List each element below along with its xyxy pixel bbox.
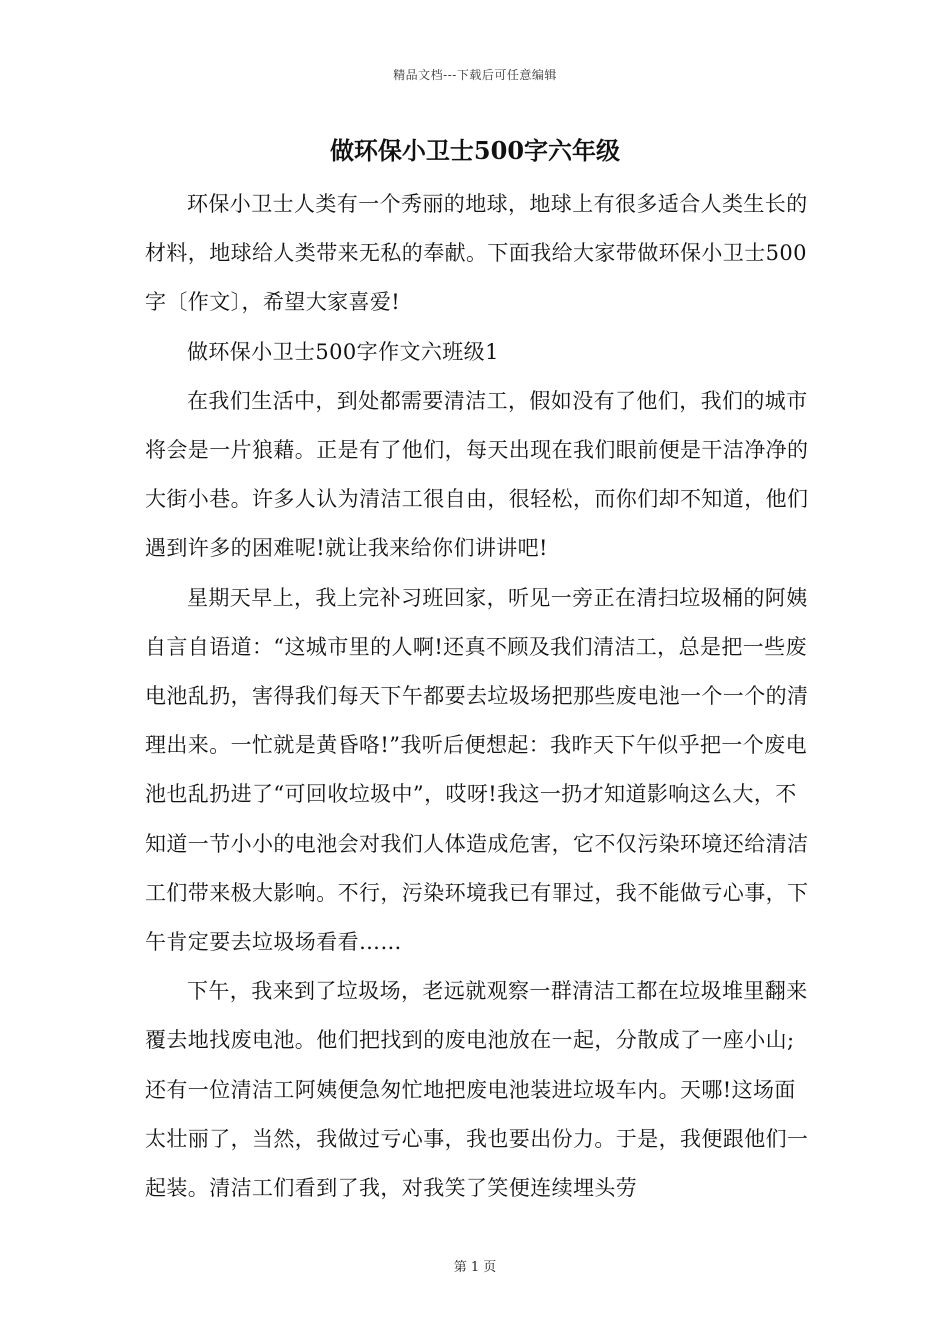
- intro-paragraph: 环保小卫士人类有一个秀丽的地球，地球上有很多适合人类生长的材料，地球给人类带来无私的奉献。下面我给大家带做环保小卫士500字〔作文〕，希望大家喜爱!: [145, 192, 808, 315]
- body-paragraph: 星期天早上，我上完补习班回家，听见一旁正在清扫垃圾桶的阿姨自言自语道：“这城市里的人啊!还真不顾及我们清洁工，总是把一些废电池乱扔，害得我们每天下午都要去垃圾场把那些废电池一个一个的清理出来。一忙就是黄昏咯!”我听后便想起：我昨天下午似乎把一个废电池也乱扔进了“可回收垃圾中”，哎呀!我这一扔才知道影响这么大，不知道一节小小的电池会对我们人体造成危害，它不仅污染环境还给清洁工们带来极大影响。不行，污染环境我已有罪过，我不能做亏心事，下午肯定要去垃圾场看看……: [145, 585, 809, 955]
- page-header: 精品文档---下载后可任意编辑: [393, 68, 557, 82]
- body-paragraph: 下午，我来到了垃圾场，老远就观察一群清洁工都在垃圾堆里翻来覆去地找废电池。他们把找到的废电池放在一起，分散成了一座小山;还有一位清洁工阿姨便急匆忙地把废电池装进垃圾车内。天哪!这场面太壮丽了，当然，我做过亏心事，我也要出份力。于是，我便跟他们一起装。清洁工们看到了我，对我笑了笑便连续埋头劳: [145, 979, 809, 1201]
- section-heading: 做环保小卫士500字作文六班级1: [187, 339, 499, 364]
- body-paragraph: 在我们生活中，到处都需要清洁工，假如没有了他们，我们的城市将会是一片狼藉。正是有了他们，每天出现在我们眼前便是干洁净净的大街小巷。许多人认为清洁工很自由，很轻松，而你们却不知道，他们遇到许多的困难呢!就让我来给你们讲讲吧!: [145, 388, 809, 561]
- page-number: 第 1 页: [453, 1260, 497, 1275]
- document-title: 做环保小卫士500字六年级: [329, 136, 621, 165]
- document-body: [145, 180, 810, 1213]
